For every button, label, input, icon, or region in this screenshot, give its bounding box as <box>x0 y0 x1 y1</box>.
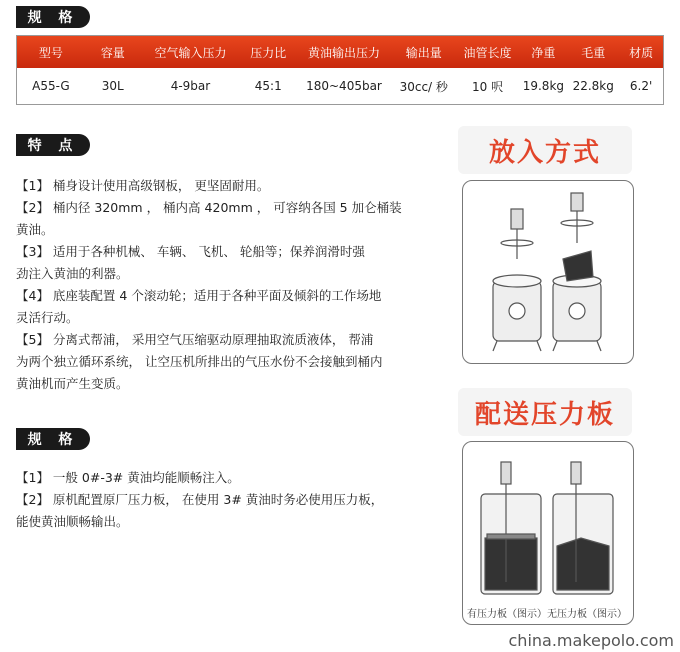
feature-line: 【2】 桶内径 320mm ， 桶内高 420mm ， 可容纳各国 5 加仑桶装 <box>16 200 402 215</box>
features-list <box>16 175 416 395</box>
feature-line: 【1】 桶身设计使用高级钢板， 更坚固耐用。 <box>16 178 270 193</box>
pressure-plate-caption: 有压力板（图示）无压力板（图示） <box>467 609 627 620</box>
pressure-plate-illustration <box>463 442 633 602</box>
table-cell: A55-G <box>32 79 70 93</box>
table-header-cell: 材质 <box>629 45 654 60</box>
feature-line: 灵活行动。 <box>16 310 79 325</box>
feature-line: 劲注入黄油的利器。 <box>16 266 129 281</box>
table-cell: 180~405bar <box>306 79 382 93</box>
section-tag-spec-top: 规 格 <box>16 6 90 28</box>
table-cell: 4-9bar <box>170 79 211 93</box>
table-header-cell: 型号 <box>38 45 63 60</box>
table-header-cell: 净重 <box>531 45 556 60</box>
placement-title: 放入方式 <box>458 126 632 174</box>
section-tag-features: 特 点 <box>16 134 90 156</box>
table-cell: 45:1 <box>254 79 282 93</box>
table-cell: 22.8kg <box>572 79 614 93</box>
table-header-cell: 输出量 <box>405 45 442 60</box>
pressure-plate-title: 配送压力板 <box>458 388 632 436</box>
spec-table <box>16 35 664 105</box>
spec-table-header <box>17 36 663 68</box>
table-cell: 30L <box>101 79 124 93</box>
spec-line: 【2】 原机配置原厂压力板， 在使用 3# 黄油时务必使用压力板， <box>16 492 384 507</box>
feature-line: 【3】 适用于各种机械、 车辆、 飞机、 轮船等；保养润滑时强 <box>16 244 365 259</box>
table-cell: 19.8kg <box>522 79 565 93</box>
table-header-cell: 毛重 <box>581 45 606 60</box>
table-header-cell: 黄油输出压力 <box>307 45 380 60</box>
table-header-cell: 空气输入压力 <box>154 45 227 60</box>
specs-list <box>16 467 416 533</box>
spec-line: 能使黄油顺畅输出。 <box>16 514 129 529</box>
watermark: china.makepolo.com <box>508 631 674 650</box>
table-header-cell: 压力比 <box>250 45 287 60</box>
placement-illustration <box>463 181 633 363</box>
placement-illustration-panel <box>462 180 634 364</box>
feature-line: 【4】 底座装配置 4 个滚动轮；适用于各种平面及倾斜的工作场地 <box>16 288 382 303</box>
section-tag-spec-bottom: 规 格 <box>16 428 90 450</box>
table-cell: 6.2' <box>629 79 653 93</box>
feature-line: 为两个独立循环系统， 让空压机所排出的气压水份不会接触到桶内 <box>16 354 383 369</box>
table-header-cell: 容量 <box>100 45 125 60</box>
table-cell: 30cc/ 秒 <box>399 79 448 94</box>
feature-line: 黄油。 <box>16 222 54 237</box>
spec-line: 【1】 一般 0#-3# 黄油均能顺畅注入。 <box>16 470 240 485</box>
spec-table-row <box>17 68 663 104</box>
table-header-cell: 油管长度 <box>463 45 512 60</box>
feature-line: 【5】 分离式帮浦， 采用空气压缩驱动原理抽取流质液体， 帮浦 <box>16 332 374 347</box>
feature-line: 黄油机而产生变质。 <box>16 376 129 391</box>
table-cell: 10 呎 <box>471 79 504 94</box>
pressure-plate-illustration-panel <box>462 441 634 625</box>
pump-icon <box>511 209 523 229</box>
